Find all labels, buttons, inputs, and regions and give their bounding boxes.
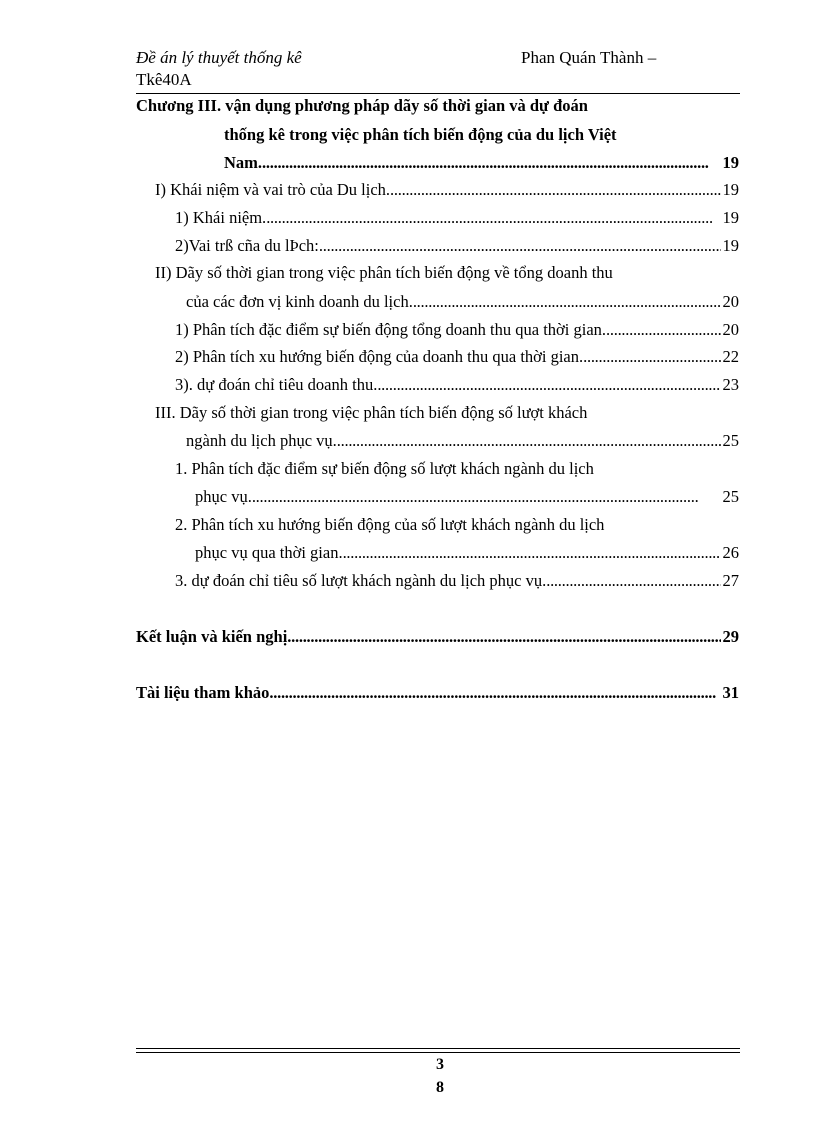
toc-entry-section1-1[interactable] [175,208,739,232]
toc-entry-text: 3). dự đoán chỉ tiêu doanh thu. [175,375,378,394]
toc-leader-dots [252,487,721,507]
footer-page-number-top: 3 [436,1056,444,1073]
toc-page-number: 29 [722,627,739,646]
toc-leader-dots [343,543,721,563]
toc-section2-line1: II) Dãy số thời gian trong việc phân tích biến động về tổng doanh thu [155,263,613,282]
toc-page-number: 19 [722,208,739,227]
toc-entry-text: phục vụ qua thời gian. [195,543,343,562]
toc-leader-dots [287,627,720,647]
header-document-title: Đề án lý thuyết thống kê [136,48,302,67]
toc-page-number: 19 [722,180,739,199]
toc-leader-dots [606,320,720,340]
toc-leader-dots [266,208,720,228]
toc-page-number: 20 [722,320,739,339]
toc-entry-section2-1[interactable] [175,320,739,344]
toc-section3-2-line1: 2. Phân tích xu hướng biến động của số lượt khách ngành du lịch [175,515,605,534]
header-class: Tkê40A [136,70,192,89]
toc-entry-text: 2) Phân tích xu hướng biến động của doanh thu qua thời gian. [175,347,584,366]
header-author: Phan Quán Thành – [521,48,657,67]
toc-entry-chapter3[interactable] [224,153,739,177]
toc-leader-dots [337,431,721,451]
toc-page-number: 26 [722,543,739,562]
toc-leader-dots [413,292,721,312]
header-rule [136,93,740,94]
toc-page-number: 19 [722,236,739,255]
toc-entry-conclusion[interactable] [136,627,739,651]
toc-leader-dots [377,375,720,395]
toc-entry-section2-2[interactable] [175,347,739,371]
toc-entry-text: 1) Phân tích đặc điểm sự biến động tổng doanh thu qua thời gian. [175,320,607,339]
toc-section3-line1: III. Dãy số thời gian trong việc phân tích biến động số lượt khách [155,403,588,422]
toc-entry-section1[interactable] [155,180,739,204]
toc-leader-dots [390,180,720,200]
toc-chapter3-line1: Chương III. vận dụng phương pháp dãy số thời gian và dự đoán [136,96,588,115]
toc-entry-text: ngành du lịch phục vụ. [186,431,337,450]
toc-entry-section2[interactable] [186,292,739,316]
toc-page-number: 31 [722,683,739,702]
toc-entry-section2-3[interactable] [175,375,739,399]
toc-entry-text: Tài liệu tham khảo [136,683,270,702]
toc-leader-dots [262,153,720,173]
toc-entry-section3-1[interactable] [195,487,739,511]
toc-leader-dots [583,347,720,367]
toc-leader-dots [319,236,721,256]
toc-entry-references[interactable] [136,683,739,707]
toc-entry-section3-2[interactable] [195,543,739,567]
toc-page-number: 22 [722,347,739,366]
toc-chapter3-line2: thống kê trong việc phân tích biến động của du lịch Việt [224,125,617,144]
toc-page-number: 23 [722,375,739,394]
toc-entry-text: của các đơn vị kinh doanh du lịch. [186,292,413,311]
toc-page-number: 19 [722,153,739,172]
footer-page-number-bottom: 8 [436,1079,444,1096]
toc-entry-text: Kết luận và kiến nghị [136,627,288,646]
toc-entry-text: 1) Khái niệm. [175,208,267,227]
toc-chapter3-line3: Nam. [224,153,263,172]
toc-leader-dots [269,683,720,703]
toc-entry-section3[interactable] [186,431,739,455]
toc-entry-text: phục vụ. [195,487,252,506]
toc-entry-text: I) Khái niệm và vai trò của Du lịch. [155,180,391,199]
toc-entry-text: 2)Vai trß cña du lÞch: [175,236,319,255]
toc-page-number: 27 [722,571,739,590]
footer-rule [136,1052,740,1053]
toc-leader-dots [546,571,720,591]
toc-entry-section3-3[interactable] [175,571,739,595]
toc-section3-1-line1: 1. Phân tích đặc điểm sự biến động số lượt khách ngành du lịch [175,459,594,478]
toc-entry-text: 3. dự đoán chỉ tiêu số lượt khách ngành du lịch phục vụ. [175,571,547,590]
toc-page-number: 25 [722,487,739,506]
toc-page-number: 25 [722,431,739,450]
toc-page-number: 20 [722,292,739,311]
toc-entry-section1-2[interactable] [175,236,739,260]
footer-rule [136,1048,740,1049]
